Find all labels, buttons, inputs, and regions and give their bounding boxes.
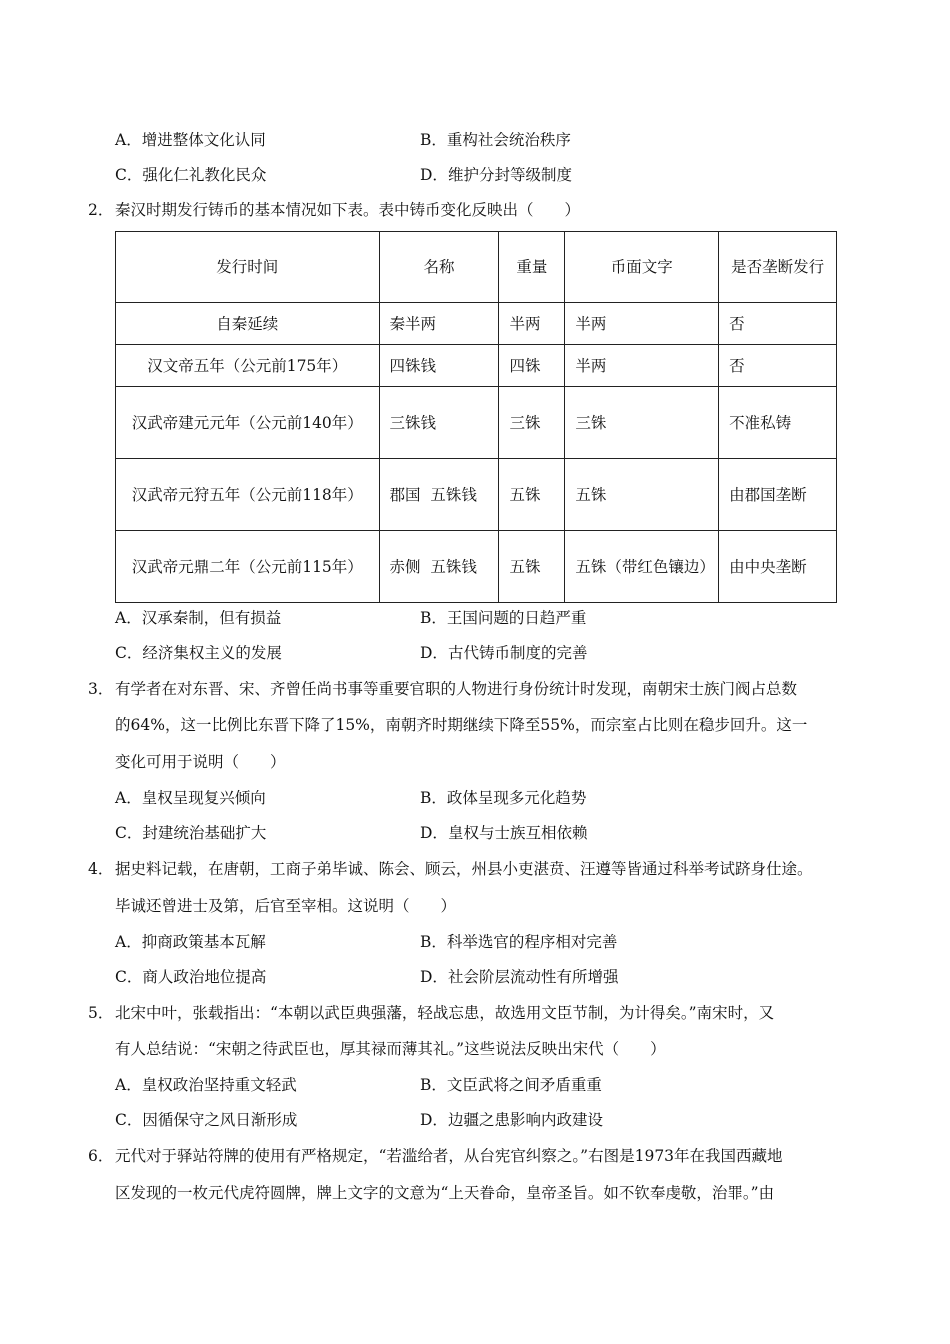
q1-option-a[interactable]: A．增进整体文化认同 — [115, 131, 266, 149]
q5-option-a[interactable]: A．皇权政治坚持重文轻武 — [115, 1076, 297, 1094]
table-row — [116, 459, 837, 531]
q1-option-b[interactable]: B．重构社会统治秩序 — [420, 131, 571, 149]
q6-stem-line: 区发现的一枚元代虎符圆牌，牌上文字的文意为“上天眷命，皇帝圣旨。如不钦奉虔敬，治罪。”由 — [115, 1184, 775, 1202]
table-cell: 否 — [719, 303, 837, 345]
q2-number: 2． — [88, 201, 114, 219]
header-cell: 名称 — [379, 232, 499, 303]
q3-option-b[interactable]: B．政体呈现多元化趋势 — [420, 789, 587, 807]
q4-stem-line: 据史料记载，在唐朝，工商子弟毕诚、陈会、顾云，州县小吏湛贲、汪遵等皆通过科举考试跻身仕途。 — [115, 860, 813, 878]
table-cell: 三铢 — [499, 387, 565, 459]
q3-number: 3． — [88, 680, 114, 698]
table-cell: 三铢 — [565, 387, 719, 459]
table-cell: 汉武帝元鼎二年（公元前115年） — [116, 531, 380, 603]
header-cell: 是否垄断发行 — [719, 232, 837, 303]
table-cell: 由中央垄断 — [719, 531, 837, 603]
table-cell: 半两 — [565, 303, 719, 345]
table-row — [116, 531, 837, 603]
table-row — [116, 387, 837, 459]
q3-stem-line: 的64%，这一比例比东晋下降了15%，南朝齐时期继续下降至55%，而宗室占比则在稳步回升。这一 — [115, 716, 808, 734]
table-header-row — [116, 232, 837, 303]
q5-number: 5． — [88, 1004, 114, 1022]
table-cell: 五铢 — [499, 531, 565, 603]
table-row — [116, 303, 837, 345]
q6-number: 6． — [88, 1147, 114, 1165]
q4-option-a[interactable]: A．抑商政策基本瓦解 — [115, 933, 266, 951]
table-cell: 不准私铸 — [719, 387, 837, 459]
q1-option-c[interactable]: C．强化仁礼教化民众 — [115, 166, 267, 184]
q4-stem-line: 毕诚还曾进士及第，后官至宰相。这说明（ ） — [115, 897, 457, 915]
header-cell: 发行时间 — [116, 232, 380, 303]
q5-stem-line: 有人总结说：“宋朝之待武臣也，厚其禄而薄其礼。”这些说法反映出宋代（ ） — [115, 1040, 666, 1058]
table-cell: 五铢（带红色镶边） — [565, 531, 719, 603]
table-cell: 四铢钱 — [379, 345, 499, 387]
table-cell: 汉武帝建元元年（公元前140年） — [116, 387, 380, 459]
header-cell: 重量 — [499, 232, 565, 303]
table-cell: 汉文帝五年（公元前175年） — [116, 345, 380, 387]
table-cell: 半两 — [565, 345, 719, 387]
q2-option-c[interactable]: C．经济集权主义的发展 — [115, 644, 282, 662]
q6-stem-line: 元代对于驿站符牌的使用有严格规定，“若滥给者，从台宪官纠察之。”右图是1973年在我国西藏地 — [115, 1147, 783, 1165]
q2-option-d[interactable]: D．古代铸币制度的完善 — [420, 644, 588, 662]
q3-option-c[interactable]: C．封建统治基础扩大 — [115, 824, 267, 842]
q3-stem-line: 变化可用于说明（ ） — [115, 753, 286, 771]
q5-option-d[interactable]: D．边疆之患影响内政建设 — [420, 1111, 603, 1129]
table-cell: 自秦延续 — [116, 303, 380, 345]
table-cell: 赤侧 五铢钱 — [379, 531, 499, 603]
table-cell: 五铢 — [565, 459, 719, 531]
q1-option-d[interactable]: D．维护分封等级制度 — [420, 166, 572, 184]
q2-option-b[interactable]: B．王国问题的日趋严重 — [420, 609, 587, 627]
table-cell: 半两 — [499, 303, 565, 345]
header-cell: 币面文字 — [565, 232, 719, 303]
table-cell: 否 — [719, 345, 837, 387]
q2-stem: 秦汉时期发行铸币的基本情况如下表。表中铸币变化反映出（ ） — [115, 201, 581, 219]
q5-option-b[interactable]: B．文臣武将之间矛盾重重 — [420, 1076, 602, 1094]
q4-option-c[interactable]: C．商人政治地位提高 — [115, 968, 267, 986]
q5-stem-line: 北宋中叶，张载指出：“本朝以武臣典强藩，轻战忘患，故选用文臣节制，为计得矣。”南宋时，又 — [115, 1004, 775, 1022]
q5-option-c[interactable]: C．因循保守之风日渐形成 — [115, 1111, 298, 1129]
table-cell: 三铢钱 — [379, 387, 499, 459]
table-cell: 由郡国垄断 — [719, 459, 837, 531]
table-cell: 汉武帝元狩五年（公元前118年） — [116, 459, 380, 531]
table-cell: 郡国 五铢钱 — [379, 459, 499, 531]
q4-option-d[interactable]: D．社会阶层流动性有所增强 — [420, 968, 619, 986]
table-cell: 秦半两 — [379, 303, 499, 345]
table-cell: 五铢 — [499, 459, 565, 531]
table-cell: 四铢 — [499, 345, 565, 387]
q3-option-a[interactable]: A．皇权呈现复兴倾向 — [115, 789, 266, 807]
q4-number: 4． — [88, 860, 114, 878]
q3-option-d[interactable]: D．皇权与士族互相依赖 — [420, 824, 588, 842]
q3-stem-line: 有学者在对东晋、宋、齐曾任尚书事等重要官职的人物进行身份统计时发现，南朝宋士族门阀占总数 — [115, 680, 798, 698]
coin-table — [115, 231, 837, 603]
q2-option-a[interactable]: A．汉承秦制，但有损益 — [115, 609, 282, 627]
table-row — [116, 345, 837, 387]
q4-option-b[interactable]: B．科举选官的程序相对完善 — [420, 933, 618, 951]
